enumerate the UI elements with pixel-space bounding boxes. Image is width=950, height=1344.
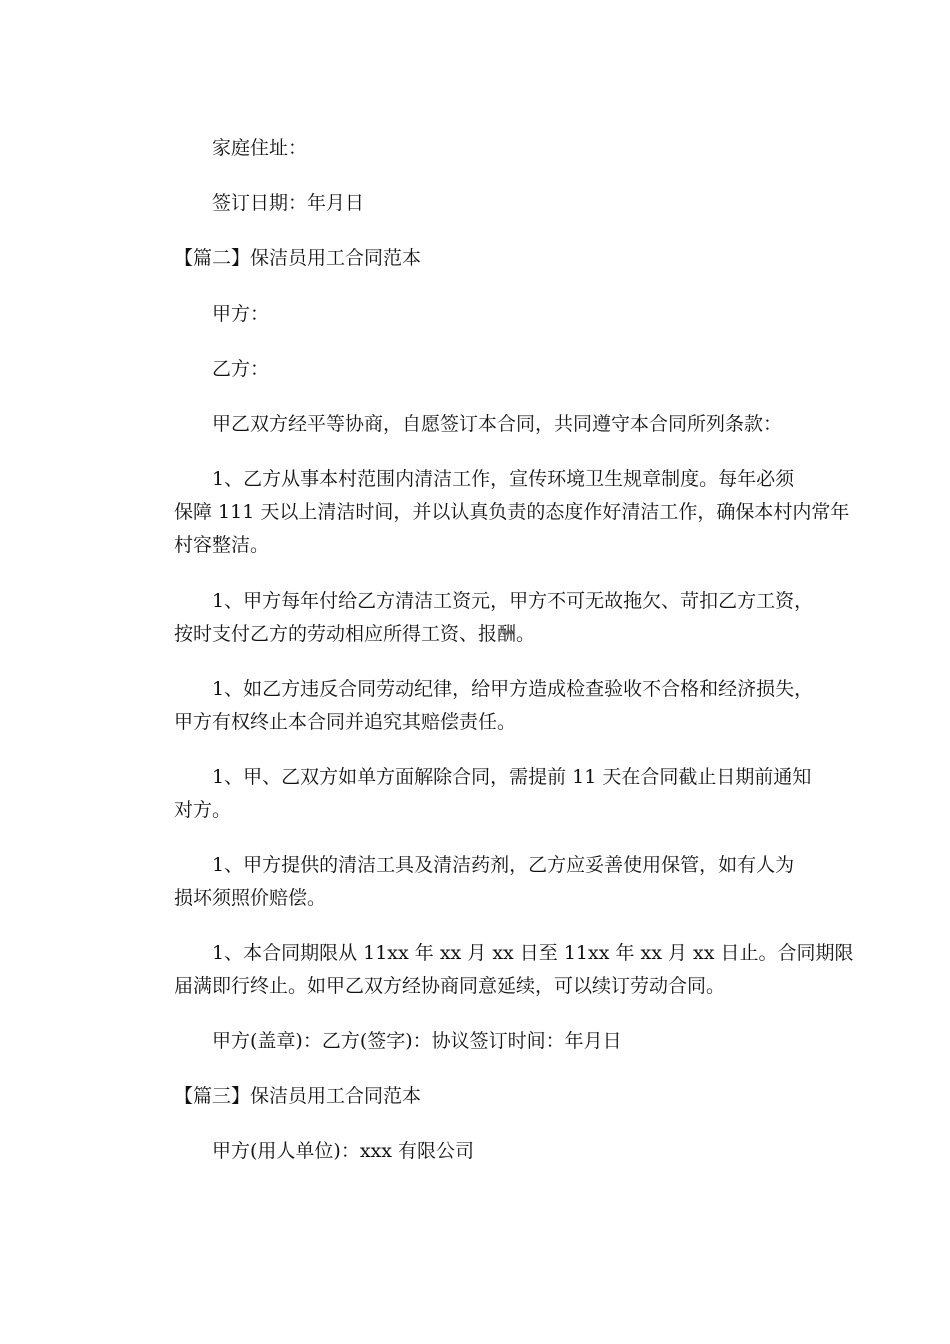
clause-3-line-2: 甲方有权终止本合同并追究其赔偿责任。 [174,711,517,733]
clause-1-line-3: 村容整洁。 [174,534,270,556]
clause-1-line-2: 保障 111 天以上清洁时间，并以认真负责的态度作好清洁工作，确保本村内常年 [174,501,850,523]
clause-1-line-1: 1、乙方从事本村范围内清洁工作，宣传环境卫生规章制度。每年必须 [212,468,795,490]
clause-6-line-2: 届满即行终止。如甲乙双方经协商同意延续，可以续订劳动合同。 [174,975,726,997]
clause-4-line-1: 1、甲、乙双方如单方面解除合同，需提前 11 天在合同截止日期前通知 [212,766,812,788]
section-heading-2: 【篇二】保洁员用工合同范本 [174,247,422,269]
signature-line: 甲方(盖章)：乙方(签字)：协议签订时间：年月日 [212,1030,622,1052]
clause-2-line-1: 1、甲方每年付给乙方清洁工资元，甲方不可无故拖欠、苛扣乙方工资， [212,590,814,612]
employer-line: 甲方(用人单位)：xxx 有限公司 [212,1140,475,1162]
preamble-line: 甲乙双方经平等协商，自愿签订本合同，共同遵守本合同所列条款： [212,413,783,435]
party-a-line: 甲方： [212,303,270,325]
clause-6-line-1: 1、本合同期限从 11xx 年 xx 月 xx 日至 11xx 年 xx 月 xx 日止。合同期限 [212,942,854,964]
party-b-line: 乙方： [212,358,270,380]
clause-3-line-1: 1、如乙方违反合同劳动纪律，给甲方造成检查验收不合格和经济损失， [212,678,814,700]
clause-2-line-2: 按时支付乙方的劳动相应所得工资、报酬。 [174,623,536,645]
home-address-line: 家庭住址： [212,137,308,159]
clause-5-line-2: 损坏须照价赔偿。 [174,887,327,909]
section-heading-3: 【篇三】保洁员用工合同范本 [174,1085,422,1107]
sign-date-line: 签订日期：年月日 [212,192,365,214]
clause-4-line-2: 对方。 [174,799,232,821]
clause-5-line-1: 1、甲方提供的清洁工具及清洁药剂，乙方应妥善使用保管，如有人为 [212,854,795,876]
